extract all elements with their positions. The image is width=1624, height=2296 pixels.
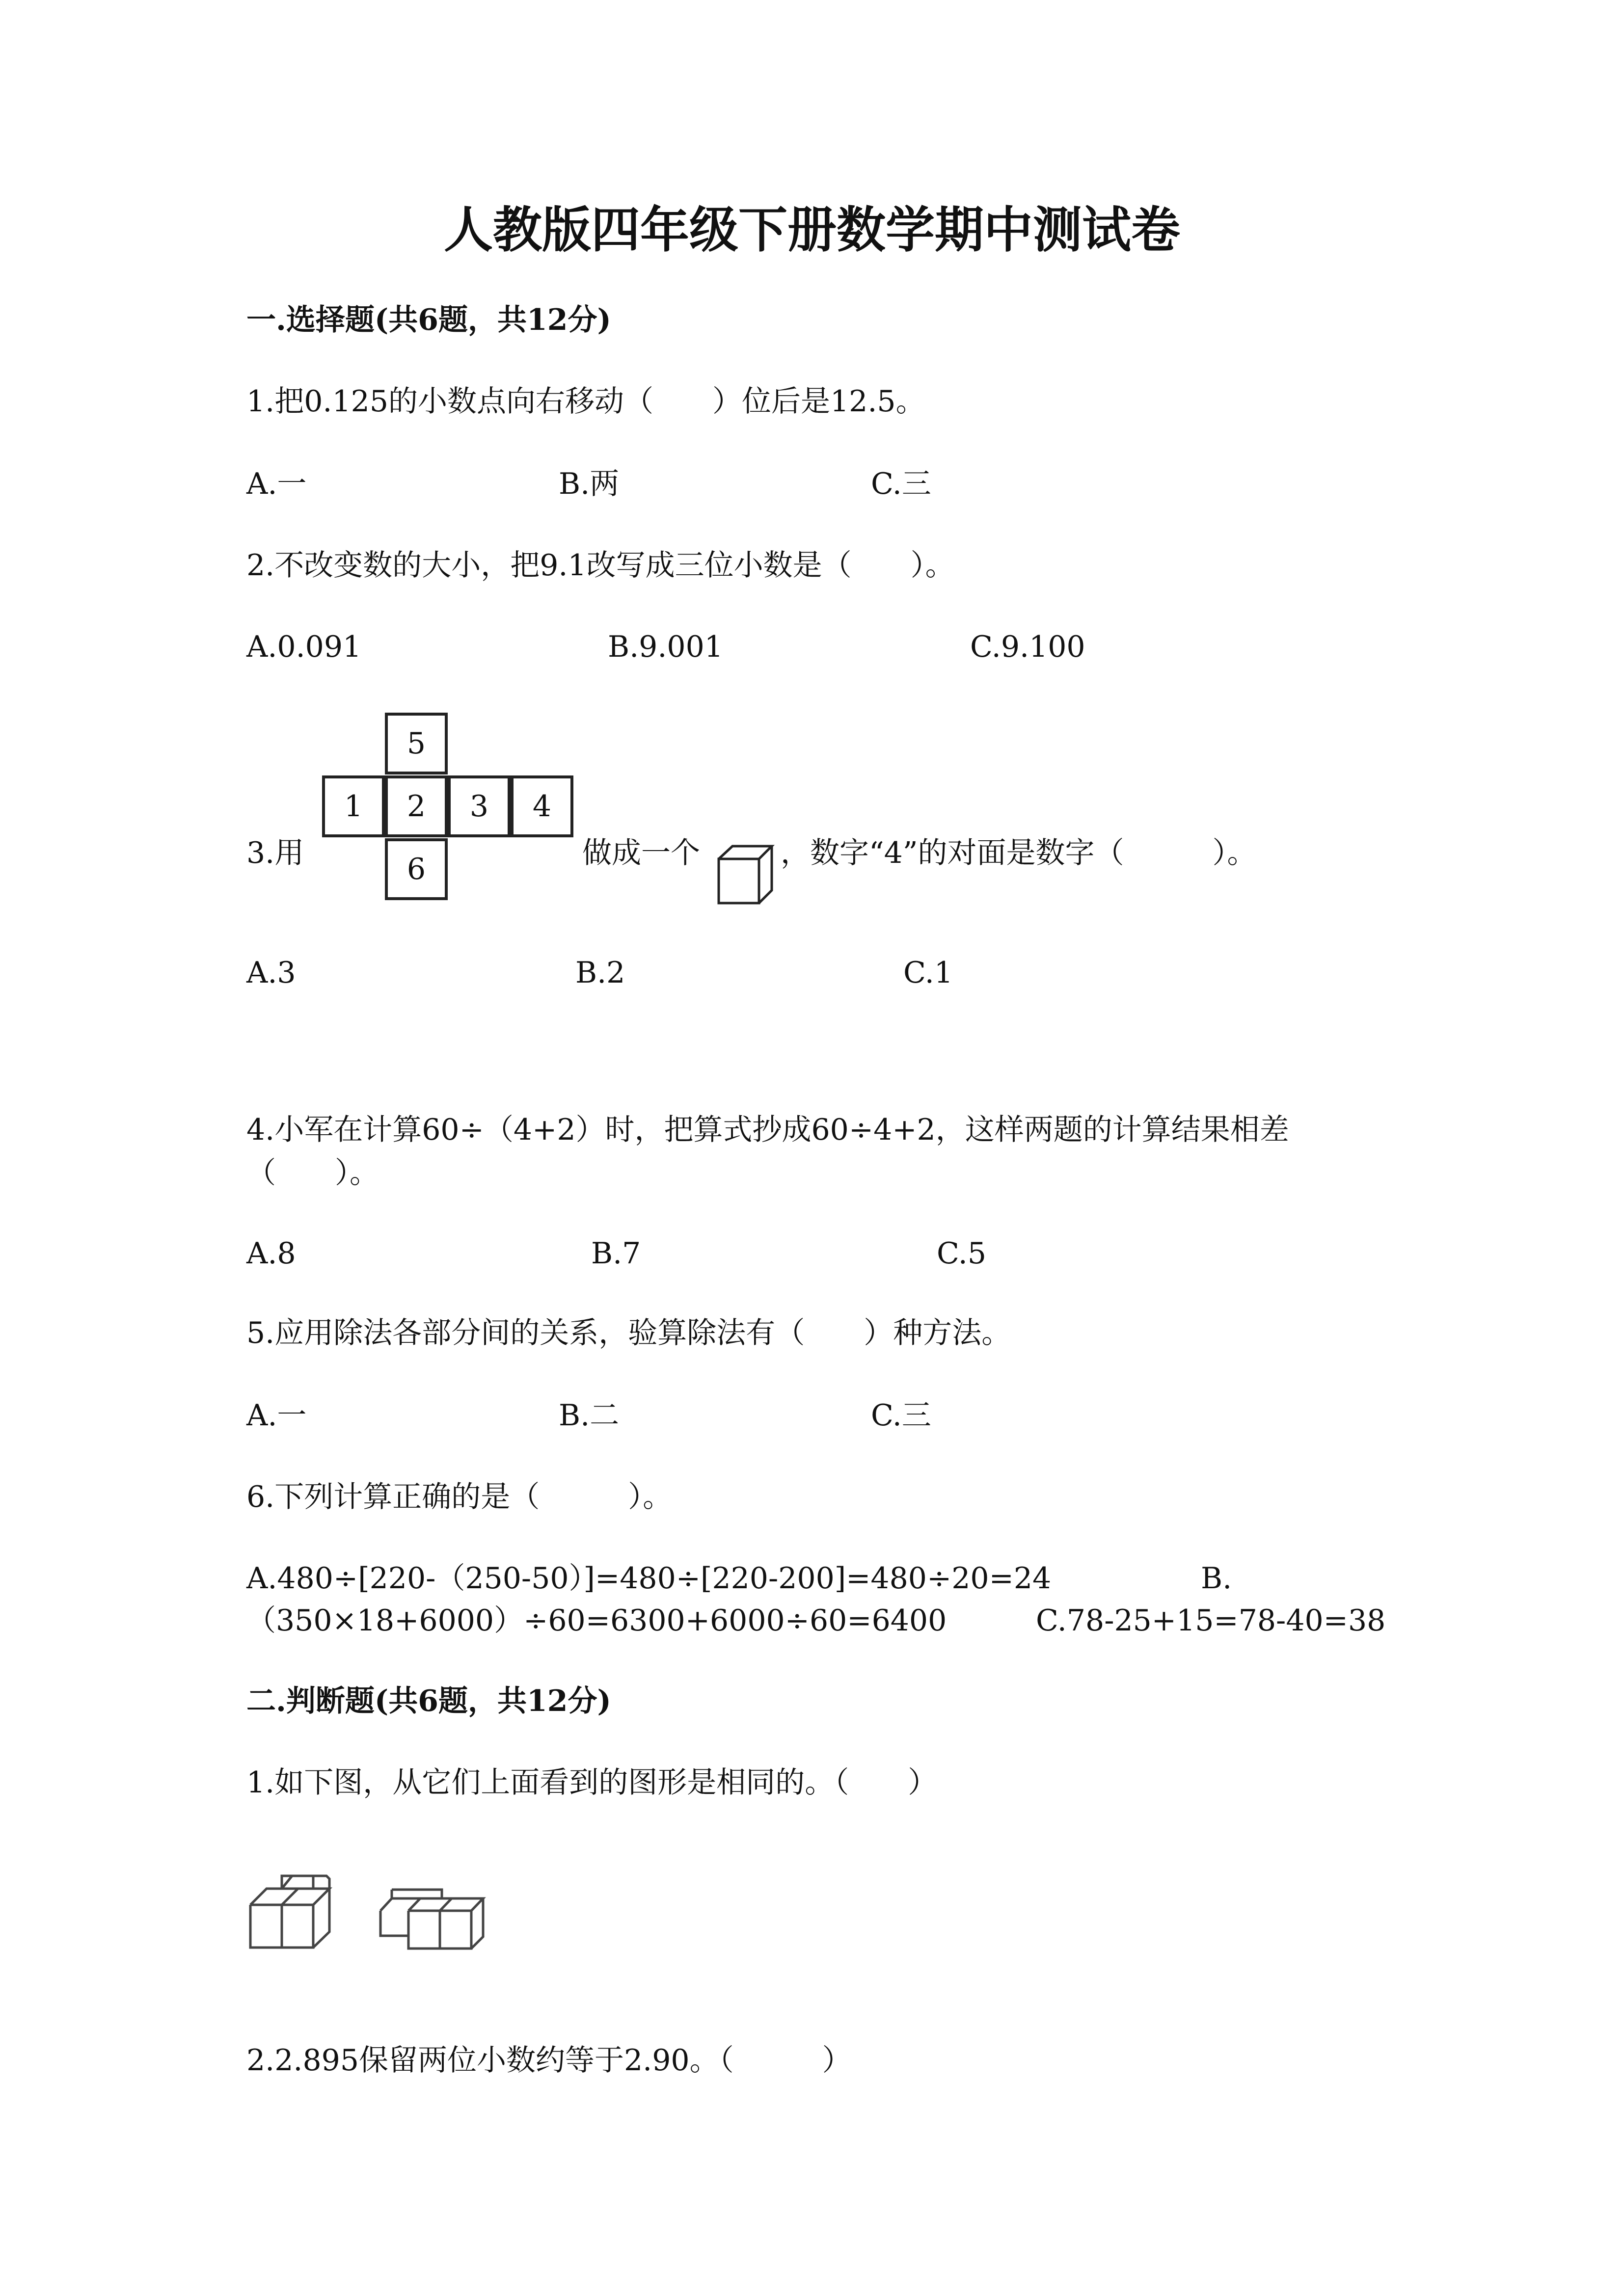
option-c: C.1	[903, 956, 953, 990]
option-c: C.三	[871, 1398, 931, 1433]
option-b-label: B.	[1201, 1561, 1232, 1596]
section-heading: 一.选择题(共6题，共12分)	[246, 303, 611, 337]
option-c: C.5	[937, 1236, 987, 1271]
question-5-stem: 5.应用除法各部分间的关系，验算除法有（ ）种方法。	[246, 1316, 1011, 1350]
cube-icon	[716, 843, 775, 907]
option-c: C.9.100	[970, 630, 1085, 664]
option-b-body: （350×18+6000）÷60=6300+6000÷60=6400	[246, 1603, 947, 1638]
net-cell: 5	[385, 713, 448, 774]
option-b: B.9.001	[608, 630, 723, 664]
question-3-middle: 做成一个	[582, 836, 700, 870]
question-6-stem: 6.下列计算正确的是（ ）。	[246, 1480, 673, 1514]
section-heading: 二.判断题(共6题，共12分)	[246, 1684, 611, 1718]
option-a: A.0.091	[246, 630, 362, 664]
option-a: A.3	[246, 956, 296, 990]
net-cell: 6	[385, 838, 448, 900]
net-cell: 4	[511, 775, 573, 837]
option-c: C.78-25+15=78-40=38	[1036, 1603, 1386, 1638]
option-b: B.7	[591, 1236, 641, 1271]
option-b: B.二	[559, 1398, 620, 1433]
question-1-stem: 1.如下图，从它们上面看到的图形是相同的。（ ）	[246, 1765, 938, 1800]
question-3-prefix: 3.用	[246, 836, 304, 870]
cube-net-figure	[319, 713, 574, 904]
net-cell: 3	[448, 775, 511, 837]
net-cell: 2	[385, 775, 448, 837]
option-b: B.2	[575, 956, 625, 990]
option-a: A.一	[246, 467, 307, 501]
option-a: A.一	[246, 1398, 307, 1433]
net-cell: 1	[322, 775, 385, 837]
option-b: B.两	[559, 467, 620, 501]
page-title: 人教版四年级下册数学期中测试卷	[444, 201, 1180, 259]
question-4-stem-line2: （ ）。	[246, 1156, 379, 1190]
question-3-suffix: ，数字“4”的对面是数字（ ）。	[781, 836, 1257, 870]
question-2-stem: 2.2.895保留两位小数约等于2.90。（ ）	[246, 2043, 852, 2078]
cube-row-figure	[378, 1888, 487, 1952]
question-1-stem: 1.把0.125的小数点向右移动（ ）位后是12.5。	[246, 384, 925, 419]
option-c: C.三	[871, 467, 931, 501]
option-a: A.480÷[220-（250-50）]=480÷[220-200]=480÷20=24	[246, 1561, 1052, 1596]
question-4-stem-line1: 4.小军在计算60÷（4+2）时，把算式抄成60÷4+2，这样两题的计算结果相差	[246, 1113, 1289, 1147]
cube-stack-figure	[248, 1874, 346, 1951]
question-2-stem: 2.不改变数的大小，把9.1改写成三位小数是（ ）。	[246, 548, 955, 583]
option-a: A.8	[246, 1236, 296, 1271]
